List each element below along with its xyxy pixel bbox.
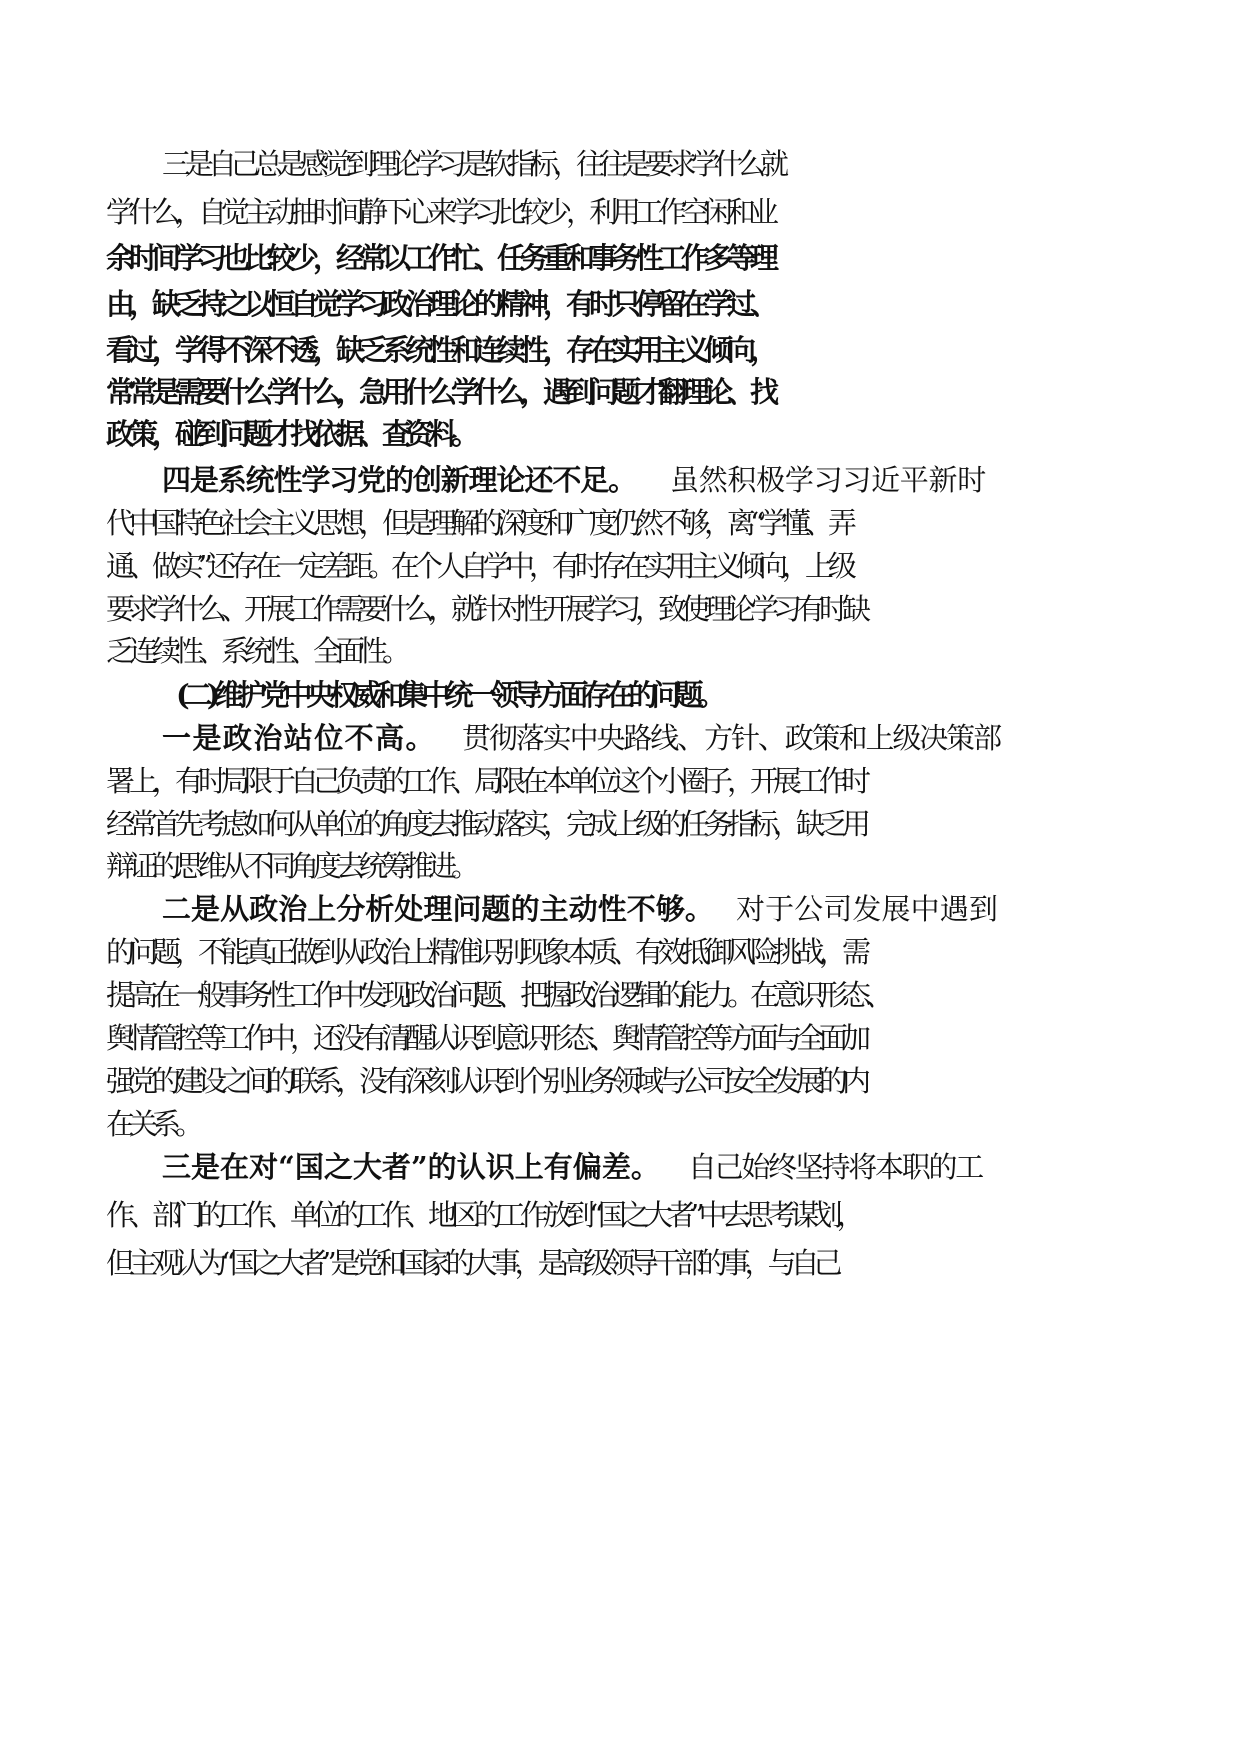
p2-heading: 四是系统性学习党的创新理论还不足。 <box>162 463 636 497</box>
p3-line-1-text: 贯彻落实中央路线、方针、政策和上级决策部 <box>461 721 1000 755</box>
p5-line-1 <box>162 1147 1240 1187</box>
p5-line-2: 作、部门的工作、单位的工作、地区的工作放到“国之大者”中去思考谋划， <box>106 1198 860 1232</box>
p4-line-1-text: 对于公司发展中遇到 <box>735 892 998 926</box>
p5-heading: 三是在对“国之大者”的认识上有偏差。 <box>162 1150 660 1184</box>
p1-line-2: 学什么，自觉主动抽时间静下心来学习比较少，利用工作空闲和业 <box>106 195 774 229</box>
p2-line-1-text: 虽然积极学习习近平新时 <box>669 463 986 497</box>
p3-line-2: 署上，有时局限于自己负责的工作、局限在本单位这个小圈子，开展工作时 <box>106 764 866 798</box>
p5-line-3: 但主观认为“国之大者”是党和国家的大事，是高级领导干部的事，与自己 <box>106 1246 837 1280</box>
p4-line-3: 提高在一般事务性工作中发现政治问题、把握政治逻辑的能力。在意识形态、 <box>106 978 889 1012</box>
p4-line-5: 强党的建设之间的联系，没有深刻认识到个别业务领域与公司安全发展的内 <box>106 1064 866 1098</box>
p3-heading: 一是政治站位不高。 <box>162 721 436 755</box>
p3-line-4: 辩证的思维从不同角度去统筹推进。 <box>106 849 475 883</box>
p2-line-2: 代中国特色社会主义思想，但是理解的深度和广度仍然不够，离“学懂、弄 <box>106 506 851 540</box>
p5-line-1-text: 自己始终坚持将本职的工 <box>687 1150 982 1184</box>
p2-line-4: 要求学什么、开展工作需要什么，就针对性开展学习，致使理论学习有时缺 <box>106 592 866 626</box>
p4-line-4: 舆情管控等工作中，还没有清醒认识到意识形态、舆情管控等方面与全面加 <box>106 1021 866 1055</box>
p2-line-1 <box>162 460 1240 500</box>
p1-line-1: 三是自己总是感觉到理论学习是软指标，往往是要求学什么就 <box>162 147 784 181</box>
p4-line-2: 的问题，不能真正做到从政治上精准识别现象本质、有效抵御风险挑战，需 <box>106 935 866 969</box>
p1-line-6: 常常是需要什么学什么，急用什么学什么，遇到问题才翻理论、找 <box>106 375 774 409</box>
p1-line-5: 看过，学得不深不透，缺乏系统性和连续性，存在实用主义倾向， <box>106 333 774 367</box>
p3-line-3: 经常首先考虑如何从单位的角度去推动落实，完成上级的任务指标，缺乏用 <box>106 807 866 841</box>
p4-heading: 二是从政治上分析处理问题的主动性不够。 <box>162 892 714 926</box>
section-heading: (二)维护党中央权威和集中统一领导方面存在的问题。 <box>176 678 721 712</box>
p3-line-1 <box>162 718 1240 758</box>
p1-line-4: 由，缺乏持之以恒自觉学习政治理论的精神，有时只停留在学过、 <box>106 287 774 321</box>
p2-line-3: 通、做实”还存在一定差距。在个人自学中，有时存在实用主义倾向，上级 <box>106 549 851 583</box>
p4-line-6: 在关系。 <box>106 1107 199 1141</box>
p2-line-5: 乏连续性、系统性、全面性。 <box>106 634 406 668</box>
p1-line-3: 余时间学习也比较少，经常以工作忙、任务重和事务性工作多等理 <box>106 241 774 275</box>
p1-line-7: 政策，碰到问题才找依据、查资料。 <box>106 417 475 451</box>
p4-line-1 <box>162 889 1240 929</box>
